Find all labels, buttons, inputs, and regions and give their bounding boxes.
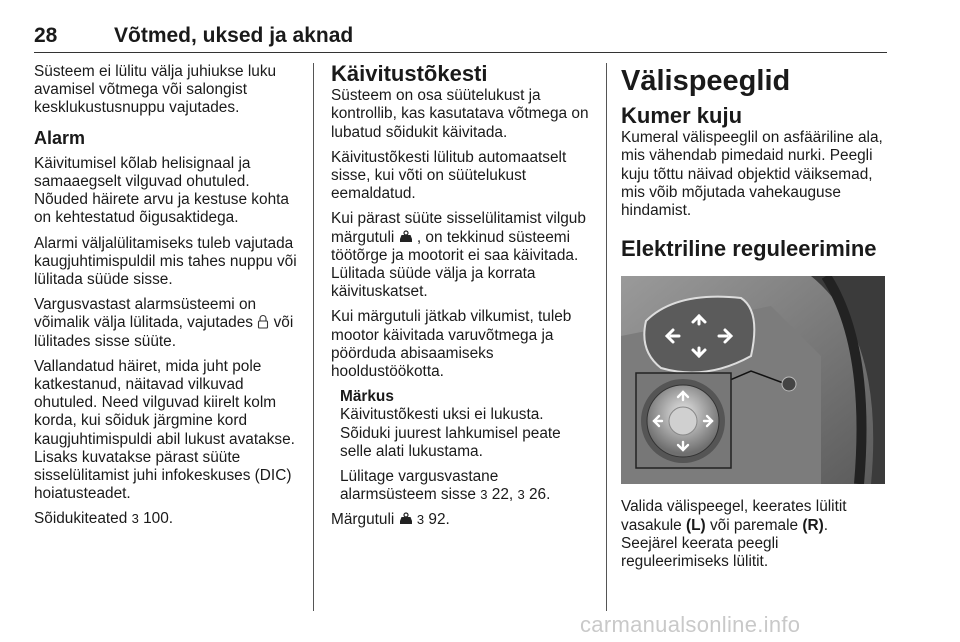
right-switch-label: (R)	[802, 516, 824, 534]
column-middle	[331, 63, 593, 537]
left-switch-label: (L)	[686, 516, 706, 534]
note-paragraph: Lülitage vargusvastane alarmsüsteem sisse 3 22, 3 26.	[340, 468, 551, 504]
reference-arrow-icon: 3	[480, 487, 488, 503]
reference-arrow-icon: 3	[517, 487, 525, 503]
paragraph: Märgutuli 3 92.	[331, 511, 450, 529]
reference-arrow-icon: 3	[416, 512, 425, 528]
column-divider	[606, 63, 607, 611]
immobilizer-key-car-icon	[399, 512, 413, 525]
column-divider	[313, 63, 314, 611]
reference-arrow-icon: 3	[131, 511, 139, 527]
paragraph: Kui märgutuli jätkab vilkumist, tuleb mootor käivitada varuvõtmega ja pöörduda abisaamiseks hooldustöökotta.	[331, 308, 572, 381]
page-reference[interactable]: 22,	[491, 486, 514, 504]
paragraph: Alarmi väljalülitamiseks tuleb vajutada kaugjuhtimispuldil mis tahes nuppu või lülitada süüde sisse.	[34, 234, 297, 289]
padlock-icon	[257, 314, 269, 329]
page-number: 28	[34, 24, 58, 47]
paragraph: Käivitustõkesti lülitub automaatselt sisse, kui võti on süütelukust eemaldatud.	[331, 148, 567, 203]
section-heading-alarm: Alarm	[34, 127, 86, 148]
page-reference[interactable]: 92.	[428, 511, 450, 529]
page-reference[interactable]: 26.	[529, 486, 551, 504]
note-box	[331, 388, 593, 504]
watermark: carmanualsonline.info	[580, 612, 801, 637]
section-heading-exterior-mirrors: Välispeeglid	[621, 65, 791, 97]
subheading-convex-shape: Kumer kuju	[621, 103, 743, 128]
paragraph: Kumeral välispeeglil on asfääriline ala, mis vähendab pimedaid nurki. Peegli kuju tõttu näivad objektid väiksemad, mis võib mõjutada vahekauguse hindamist.	[621, 129, 883, 220]
subheading-electric-adjustment: Elektriline reguleerimine	[621, 236, 877, 262]
paragraph: Valida välispeegel, keerates lülitit vasakule (L) või paremale (R). Seejärel keerata peegli reguleerimiseks lülitit.	[621, 498, 847, 571]
page-title: Võtmed, uksed ja aknad	[114, 24, 354, 47]
column-left	[34, 63, 306, 536]
immobilizer-key-car-icon	[399, 230, 413, 243]
note-paragraph: Käivitustõkesti uksi ei lukusta. Sõiduki juurest lahkumisel peate selle alati lukustama.	[340, 406, 561, 460]
paragraph: Süsteem on osa süütelukust ja kontrollib, kas kasutatava võtmega on lubatud sõidukit käivitada.	[331, 87, 589, 141]
paragraph: Vallandatud häiret, mida juht pole katkestanud, näitavad vilkuvad ohutuled. Need vilguvad kiirelt kolm korda, kui sõiduk järgmine kord kaugjuhtimispuldi abil lukust avatakse. Lisaks kuvatakse pärast süüte sisselülitamist juhi infokeskuses (DIC) hoiatusteadet.	[34, 357, 295, 503]
page-header	[34, 22, 887, 53]
column-right	[621, 63, 887, 578]
paragraph: Sõidukiteated 3 100.	[34, 510, 174, 528]
page-reference[interactable]: 100.	[143, 510, 174, 528]
paragraph: Kui pärast süüte sisselülitamist vilgub märgutuli , on tekkinud süsteemi töötõrge ja mootorit ei saa käivitada. Lülitada süüde välja ja korrata käivituskatset.	[331, 210, 586, 301]
paragraph: Vargusvastast alarmsüsteemi on võimalik välja lülitada, vajutades või lülitades sisse süüte.	[34, 296, 294, 350]
intro-paragraph: Süsteem ei lülitu välja juhiukse luku avamisel võtmega või salongist kesklukustusnuppu vajutades.	[34, 63, 277, 117]
note-title: Märkus	[340, 388, 394, 406]
paragraph: Käivitumisel kõlab helisignaal ja samaaegselt vilguvad ohutuled. Nõuded häirete arvu ja kestuse kohta on kehtestatud õigusaktidega.	[34, 154, 289, 227]
mirror-control-photo	[621, 276, 885, 484]
section-heading-immobiliser: Käivitustõkesti	[331, 61, 488, 86]
